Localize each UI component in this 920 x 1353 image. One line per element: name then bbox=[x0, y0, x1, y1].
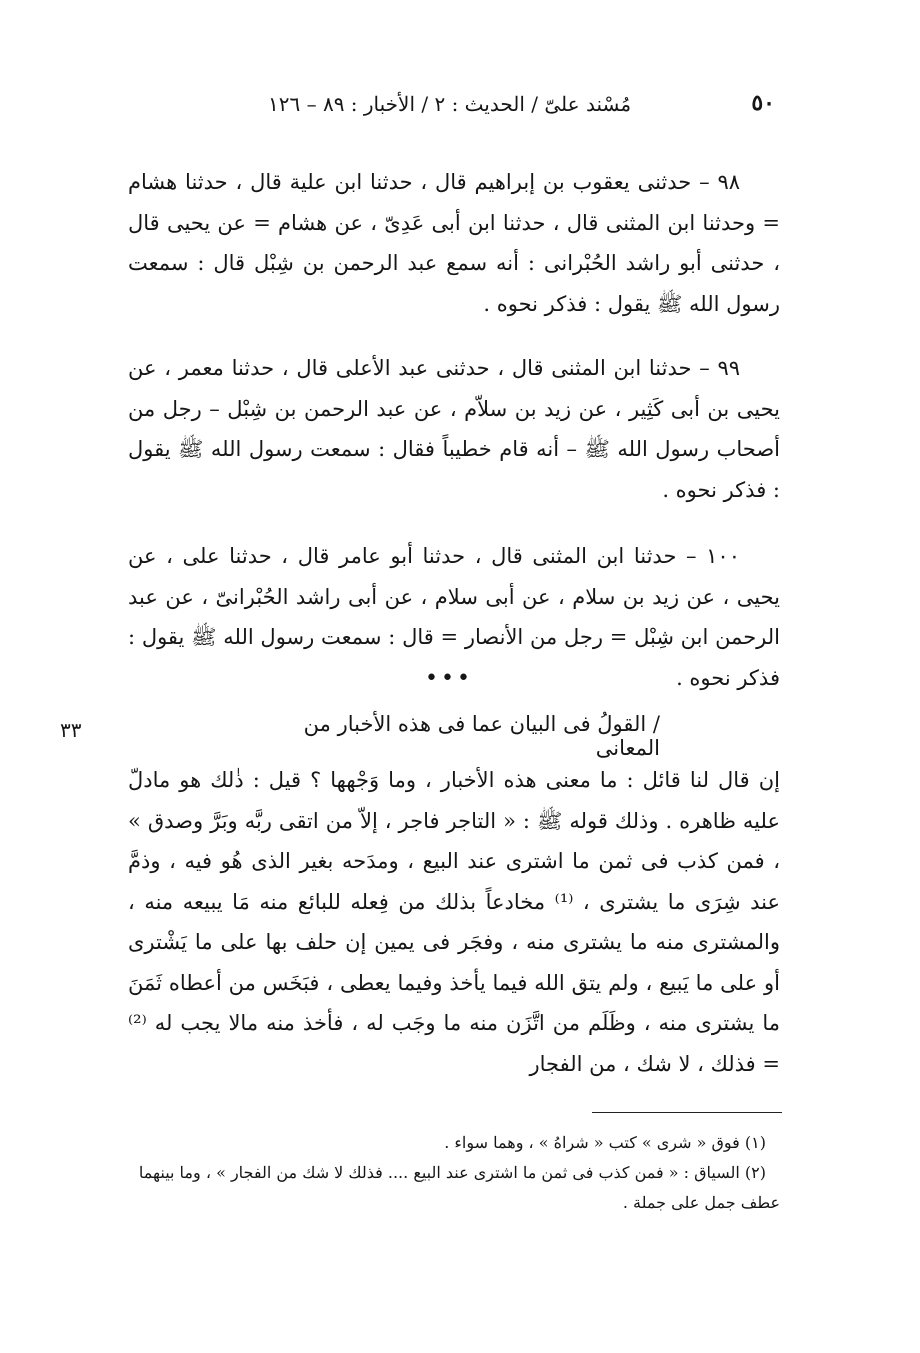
hadith-98-text: ٩٨ – حدثنى يعقوب بن إبراهيم قال ، حدثنا ابن علية قال ، حدثنا هشام = وحدثنا ابن المثنى قال ، حدثنا ابن أبى عَدِىّ ، عن هشام = عن يحيى قال ، حدثنى أبو راشد الحُبْرانى : أنه سمع عبد الرحمن بن شِبْل قال : سمعت رسول الله ﷺ يقول : فذكر نحوه . bbox=[128, 170, 780, 316]
footnote-rule bbox=[592, 1112, 782, 1113]
section-heading: / القولُ فى البيان عما فى هذه الأخبار من المعانى bbox=[303, 712, 660, 760]
hadith-100-text: ١٠٠ – حدثنا ابن المثنى قال ، حدثنا أبو عامر قال ، حدثنا على ، عن يحيى ، عن زيد بن سلام ، عن أبى سلام ، عن أبى راشد الحُبْرانىّ ، عن عبد الرحمن ابن شِبْل = رجل من الأنصار = قال : سمعت رسول الله ﷺ يقول : فذكر نحوه . bbox=[128, 544, 780, 690]
margin-page-number: ٣٣ bbox=[60, 718, 82, 742]
hadith-99-text: ٩٩ – حدثنا ابن المثنى قال ، حدثنى عبد الأعلى قال ، حدثنا معمر ، عن يحيى بن أبى كَثِير ، عن زيد بن سلاّم ، عن عبد الرحمن بن شِبْل – رجل من أصحاب رسول الله ﷺ – أنه قام خطيباً فقال : سمعت رسول الله ﷺ يقول : فذكر نحوه . bbox=[128, 356, 780, 502]
page-number: ٥٠ bbox=[751, 90, 775, 116]
footnote-2: (٢) السياق : « فمن كذب فى ثمن ما اشترى عند البيع .... فذلك لا شك من الفجار » ، وما بينهما عطف جمل على جملة . bbox=[138, 1163, 780, 1212]
section-separator: ••• bbox=[425, 666, 473, 691]
page-header bbox=[120, 86, 775, 126]
running-title: مُسْند علىّ / الحديث : ٢ / الأخبار : ٨٩ – ١٢٦ bbox=[268, 92, 632, 116]
commentary-paragraph bbox=[128, 760, 780, 1084]
hadith-99 bbox=[128, 348, 780, 510]
footnote-1: (١) فوق « شرى » كتب « شراهُ » ، وهما سواء . bbox=[444, 1133, 766, 1152]
commentary-text: إن قال لنا قائل : ما معنى هذه الأخبار ، وما وَجْهها ؟ قيل : ذٰلك هو مادلّ عليه ظاهره . وذلك قوله ﷺ : « التاجر فاجر ، إلاّ من اتقى ربَّه وبَرَّ وصدق » ، فمن كذب فى ثمن ما اشترى عند البيع ، ومدَحه بغير الذى هُو فيه ، وذمَّ عند شِرَى ما يشترى ، ⁽¹⁾ مخادعاً بذلك من فِعله للبائع منه مَا يبيعه منه ، والمشترى منه ما يشترى منه ، وفجَر فى يمين إن حلف بها على ما يَشْترى أو على ما يَبيع ، ولم يتق الله فيما يأخذ وفيما يعطى ، فبَخَس من أعطاه ثَمَنَ ما يشترى منه ، وظَلَم من اتَّزَن منه ما وجَب له ، فأخذ منه مالا يجب له ⁽²⁾ = فذلك ، لا شك ، من الفجار bbox=[128, 768, 780, 1076]
footnotes bbox=[128, 1128, 780, 1218]
hadith-98 bbox=[128, 162, 780, 324]
